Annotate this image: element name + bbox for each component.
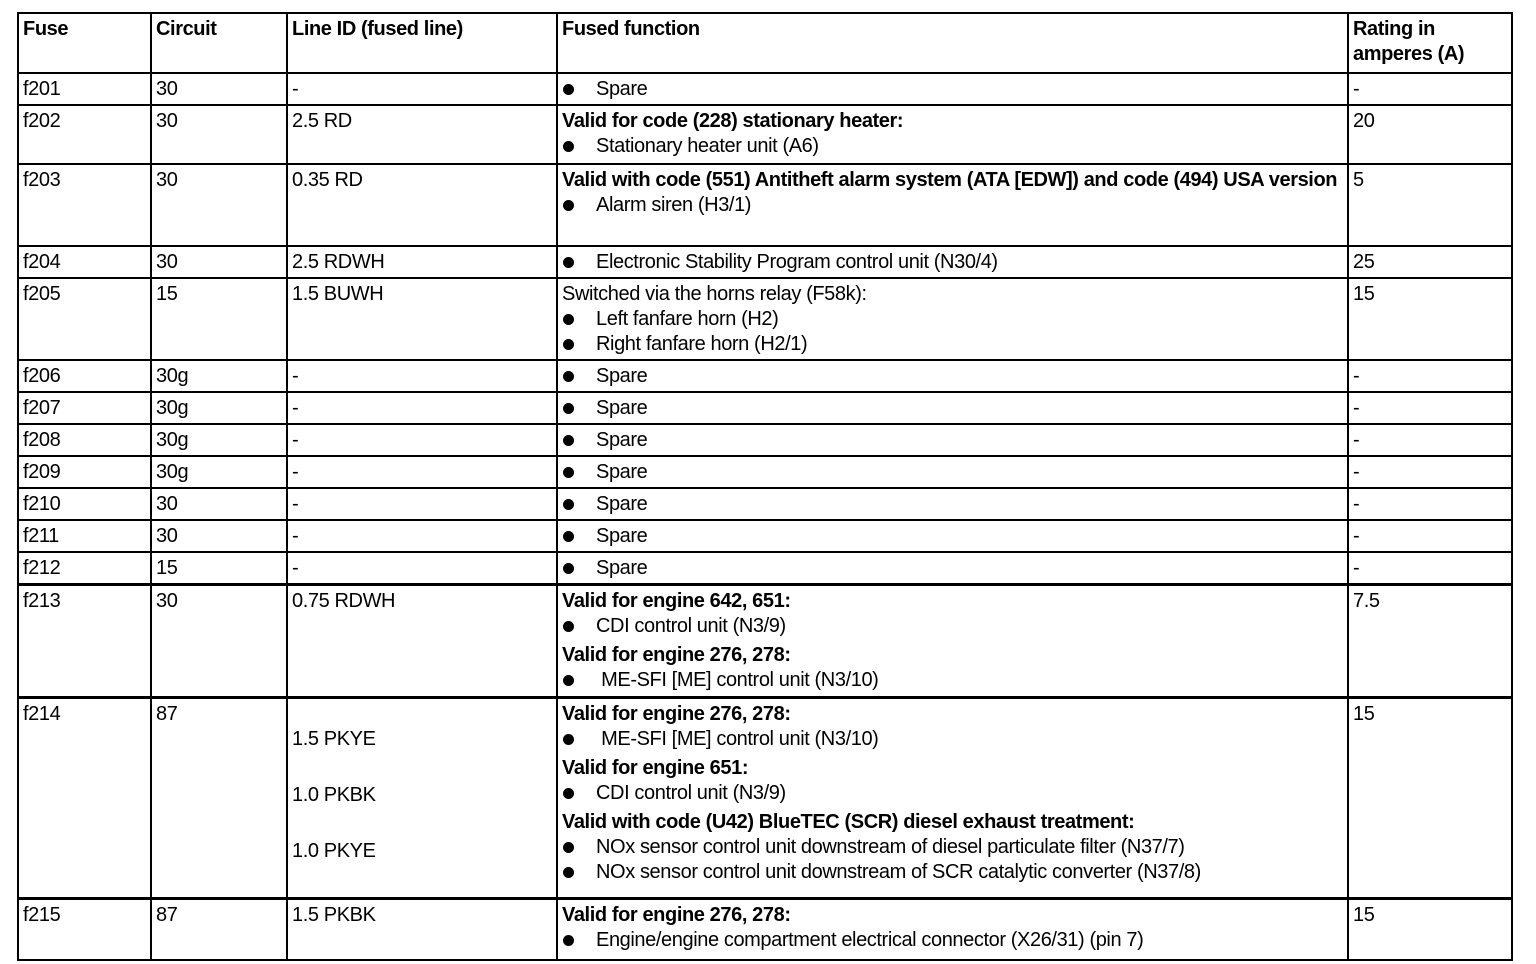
function-group (562, 396, 1344, 421)
fuse-cell: f204 (18, 246, 151, 278)
line-id-cell: - (287, 520, 557, 552)
function-item (562, 860, 1344, 885)
function-item-text: Spare (596, 397, 648, 419)
rating-cell: 15 (1348, 698, 1512, 899)
function-group (562, 903, 1344, 953)
function-heading: Valid for engine 276, 278: (562, 904, 791, 926)
bullet-icon (563, 734, 574, 745)
circuit-cell: 30g (151, 456, 287, 488)
function-item (562, 781, 1344, 806)
bullet-icon (563, 867, 574, 878)
bullet-icon (563, 531, 574, 542)
bullet-icon (563, 563, 574, 574)
fuse-cell: f213 (18, 585, 151, 698)
fuse-cell: f215 (18, 899, 151, 960)
circuit-cell: 30 (151, 488, 287, 520)
bullet-icon (563, 84, 574, 95)
function-intro: Switched via the horns relay (F58k): (562, 283, 867, 305)
function-item-text: Electronic Stability Program control unit (N30/4) (596, 251, 998, 273)
circuit-cell: 87 (151, 899, 287, 960)
fuse-cell: f211 (18, 520, 151, 552)
function-item (562, 307, 1344, 332)
function-heading: Valid with code (551) Antitheft alarm system (ATA [EDW]) and code (494) USA version (562, 169, 1338, 191)
bullet-icon (563, 675, 574, 686)
function-cell (557, 456, 1348, 488)
rating-cell: - (1348, 552, 1512, 585)
fuse-cell: f209 (18, 456, 151, 488)
function-cell (557, 278, 1348, 360)
bullet-icon (563, 788, 574, 799)
function-item-text: CDI control unit (N3/9) (596, 615, 786, 637)
header-row (18, 13, 1512, 73)
bullet-icon (563, 257, 574, 268)
fuse-cell: f210 (18, 488, 151, 520)
line-id-value: 1.0 PKBK (292, 784, 376, 806)
function-item-text: Spare (596, 493, 648, 515)
function-item (562, 492, 1344, 517)
function-cell (557, 698, 1348, 899)
function-group (562, 589, 1344, 639)
function-item-text: ME-SFI [ME] control unit (N3/10) (596, 669, 879, 691)
line-id-cell: 2.5 RDWH (287, 246, 557, 278)
function-item (562, 250, 1344, 275)
column-header-circuit: Circuit (151, 13, 287, 73)
function-group (562, 643, 1344, 693)
line-id-cell: 1.5 PKBK (287, 899, 557, 960)
function-item (562, 668, 1344, 693)
line-id-cell: 0.75 RDWH (287, 585, 557, 698)
function-item-text: Spare (596, 557, 648, 579)
bullet-icon (563, 141, 574, 152)
function-item-text: NOx sensor control unit downstream of SCR catalytic converter (N37/8) (596, 861, 1201, 883)
rating-cell: 15 (1348, 899, 1512, 960)
bullet-icon (563, 467, 574, 478)
fuse-cell: f202 (18, 105, 151, 164)
function-item-text: NOx sensor control unit downstream of diesel particulate filter (N37/7) (596, 836, 1185, 858)
circuit-cell: 30g (151, 360, 287, 392)
function-item (562, 460, 1344, 485)
function-group (562, 77, 1344, 102)
table-row (18, 164, 1512, 246)
bullet-icon (563, 435, 574, 446)
function-item-text: CDI control unit (N3/9) (596, 782, 786, 804)
line-id-cell: 1.5 BUWH (287, 278, 557, 360)
function-item (562, 428, 1344, 453)
table-row (18, 456, 1512, 488)
function-heading: Valid for code (228) stationary heater: (562, 110, 904, 132)
function-item-text: Spare (596, 461, 648, 483)
function-cell (557, 899, 1348, 960)
rating-cell: 20 (1348, 105, 1512, 164)
rating-cell: - (1348, 520, 1512, 552)
function-cell (557, 552, 1348, 585)
function-cell (557, 246, 1348, 278)
rating-cell: 25 (1348, 246, 1512, 278)
function-heading: Valid with code (U42) BlueTEC (SCR) diesel exhaust treatment: (562, 811, 1135, 833)
line-id-value: 1.5 PKYE (292, 728, 376, 750)
circuit-cell: 15 (151, 552, 287, 585)
table-row (18, 392, 1512, 424)
rating-cell: 15 (1348, 278, 1512, 360)
line-id-cell (287, 698, 557, 899)
bullet-icon (563, 339, 574, 350)
table-row (18, 899, 1512, 960)
function-item-text: Spare (596, 365, 648, 387)
table-row (18, 105, 1512, 164)
circuit-cell: 30 (151, 105, 287, 164)
rating-cell: - (1348, 392, 1512, 424)
function-heading: Valid for engine 276, 278: (562, 703, 791, 725)
function-item (562, 614, 1344, 639)
function-group (562, 460, 1344, 485)
function-item-text: Spare (596, 525, 648, 547)
column-header-function: Fused function (557, 13, 1348, 73)
fuse-cell: f214 (18, 698, 151, 899)
rating-cell: - (1348, 488, 1512, 520)
function-group (562, 428, 1344, 453)
function-item (562, 396, 1344, 421)
table-row (18, 246, 1512, 278)
fuse-cell: f208 (18, 424, 151, 456)
bullet-icon (563, 621, 574, 632)
function-group (562, 810, 1344, 885)
function-group (562, 282, 1344, 357)
circuit-cell: 15 (151, 278, 287, 360)
bullet-icon (563, 371, 574, 382)
function-item (562, 524, 1344, 549)
line-id-cell: - (287, 424, 557, 456)
function-cell (557, 585, 1348, 698)
bullet-icon (563, 842, 574, 853)
function-group (562, 109, 1344, 159)
function-item-text: Left fanfare horn (H2) (596, 308, 779, 330)
bullet-icon (563, 403, 574, 414)
function-group (562, 250, 1344, 275)
function-item-text: Alarm siren (H3/1) (596, 194, 752, 216)
table-row (18, 698, 1512, 899)
table-row (18, 73, 1512, 105)
function-cell (557, 392, 1348, 424)
column-header-line-id: Line ID (fused line) (287, 13, 557, 73)
rating-cell: - (1348, 360, 1512, 392)
rating-cell: - (1348, 456, 1512, 488)
table-row (18, 278, 1512, 360)
line-id-cell: - (287, 392, 557, 424)
rating-cell: - (1348, 73, 1512, 105)
fuse-cell: f201 (18, 73, 151, 105)
table-row (18, 520, 1512, 552)
function-item-text: Right fanfare horn (H2/1) (596, 333, 808, 355)
function-group (562, 524, 1344, 549)
line-id-cell: - (287, 360, 557, 392)
bullet-icon (563, 200, 574, 211)
fuse-cell: f206 (18, 360, 151, 392)
column-header-fuse: Fuse (18, 13, 151, 73)
function-item (562, 364, 1344, 389)
line-id-cell: - (287, 488, 557, 520)
column-header-rating: Rating in amperes (A) (1348, 13, 1512, 73)
function-group (562, 364, 1344, 389)
circuit-cell: 30g (151, 424, 287, 456)
bullet-icon (563, 314, 574, 325)
function-item-text: Spare (596, 78, 648, 100)
table-row (18, 424, 1512, 456)
function-group (562, 492, 1344, 517)
line-id-cell: - (287, 552, 557, 585)
function-heading: Valid for engine 651: (562, 757, 749, 779)
function-heading: Valid for engine 642, 651: (562, 590, 791, 612)
function-item-text: ME-SFI [ME] control unit (N3/10) (596, 728, 879, 750)
bullet-icon (563, 935, 574, 946)
circuit-cell: 30 (151, 164, 287, 246)
function-cell (557, 105, 1348, 164)
circuit-cell: 87 (151, 698, 287, 899)
function-item (562, 134, 1344, 159)
function-item-text: Spare (596, 429, 648, 451)
function-item (562, 727, 1344, 752)
table-row (18, 360, 1512, 392)
fuse-cell: f203 (18, 164, 151, 246)
function-group (562, 556, 1344, 581)
function-cell (557, 360, 1348, 392)
function-cell (557, 164, 1348, 246)
function-item-text: Engine/engine compartment electrical connector (X26/31) (pin 7) (596, 929, 1144, 951)
table-row (18, 552, 1512, 585)
function-cell (557, 488, 1348, 520)
bullet-icon (563, 499, 574, 510)
function-item (562, 193, 1344, 218)
circuit-cell: 30 (151, 585, 287, 698)
function-group (562, 168, 1344, 218)
circuit-cell: 30 (151, 520, 287, 552)
function-group (562, 702, 1344, 752)
line-id-cell: 2.5 RD (287, 105, 557, 164)
line-id-cell: - (287, 456, 557, 488)
function-heading: Valid for engine 276, 278: (562, 644, 791, 666)
fuse-cell: f205 (18, 278, 151, 360)
function-item (562, 556, 1344, 581)
circuit-cell: 30 (151, 73, 287, 105)
function-cell (557, 424, 1348, 456)
line-id-cell: - (287, 73, 557, 105)
function-cell (557, 73, 1348, 105)
function-item-text: Stationary heater unit (A6) (596, 135, 819, 157)
line-id-value: 1.0 PKYE (292, 840, 376, 862)
rating-cell: 7.5 (1348, 585, 1512, 698)
table-row (18, 585, 1512, 698)
circuit-cell: 30g (151, 392, 287, 424)
line-id-cell: 0.35 RD (287, 164, 557, 246)
function-item (562, 928, 1344, 953)
table-row (18, 488, 1512, 520)
function-item (562, 332, 1344, 357)
fuse-cell: f207 (18, 392, 151, 424)
fuse-table (17, 12, 1513, 961)
function-item (562, 835, 1344, 860)
function-item (562, 77, 1344, 102)
function-cell (557, 520, 1348, 552)
table-body (18, 73, 1512, 960)
circuit-cell: 30 (151, 246, 287, 278)
table-header (18, 13, 1512, 73)
function-group (562, 756, 1344, 806)
rating-cell: - (1348, 424, 1512, 456)
rating-cell: 5 (1348, 164, 1512, 246)
fuse-cell: f212 (18, 552, 151, 585)
